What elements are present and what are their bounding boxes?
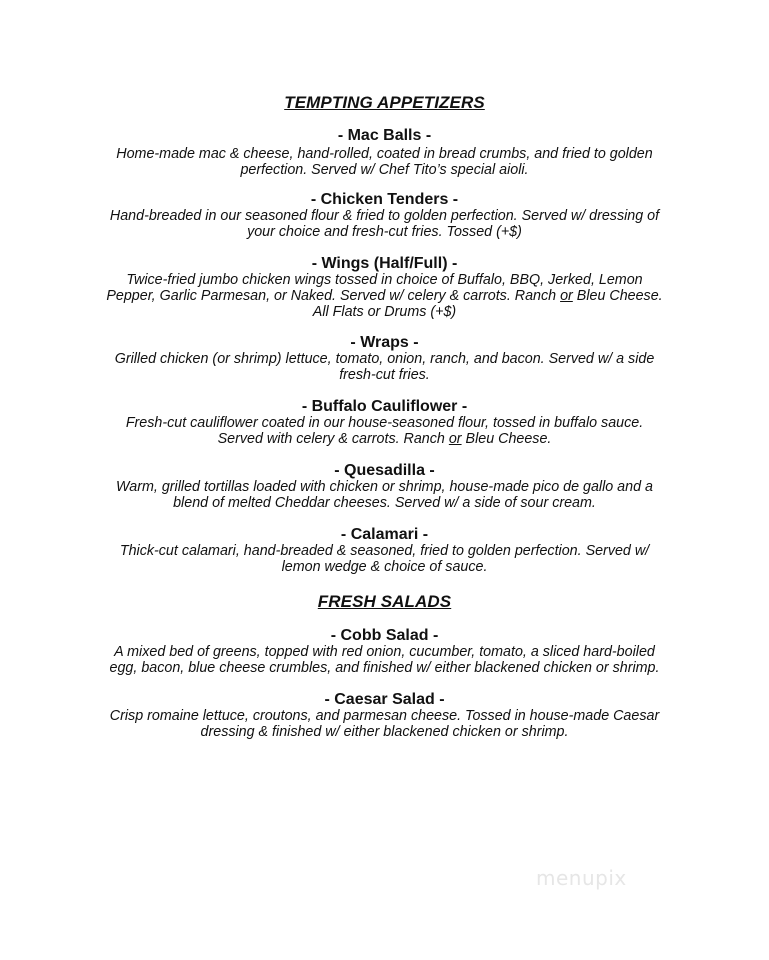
menupix-watermark: menupix bbox=[536, 866, 627, 890]
desc-line: All Flats or Drums (+$) bbox=[312, 304, 457, 320]
desc-line: perfection. Served w/ Chef Tito’s special aioli. bbox=[240, 162, 529, 178]
item-desc-wraps bbox=[84, 351, 685, 383]
desc-text: Bleu Cheese. bbox=[576, 288, 663, 304]
desc-line: Thick-cut calamari, hand-breaded & seasoned, fried to golden perfection. Served w/ bbox=[119, 543, 650, 559]
desc-line bbox=[84, 288, 685, 304]
item-name-wraps: - Wraps - bbox=[350, 334, 419, 351]
desc-line: Grilled chicken (or shrimp) lettuce, tomato, onion, ranch, and bacon. Served w/ a side bbox=[114, 351, 655, 367]
desc-text: Bleu Cheese. bbox=[465, 431, 552, 447]
desc-line: Home-made mac & cheese, hand-rolled, coated in bread crumbs, and fried to golden bbox=[116, 146, 653, 162]
desc-line: Warm, grilled tortillas loaded with chicken or shrimp, house-made pico de gallo and a bbox=[116, 479, 653, 495]
item-name-mac-balls: - Mac Balls - bbox=[337, 127, 432, 144]
desc-underlined-or: or bbox=[560, 288, 573, 304]
item-desc-quesadilla bbox=[84, 479, 685, 511]
section-title-salads: FRESH SALADS bbox=[317, 592, 452, 611]
desc-line: dressing & finished w/ either blackened chicken or shrimp. bbox=[200, 724, 569, 740]
item-name-caesar-salad: - Caesar Salad - bbox=[324, 691, 445, 708]
desc-line: lemon wedge & choice of sauce. bbox=[281, 559, 488, 575]
item-desc-caesar-salad bbox=[84, 708, 685, 740]
item-desc-calamari bbox=[84, 543, 685, 575]
desc-line: Twice-fried jumbo chicken wings tossed in choice of Buffalo, BBQ, Jerked, Lemon bbox=[126, 272, 643, 288]
desc-line: blend of melted Cheddar cheeses. Served w/ a side of sour cream. bbox=[173, 495, 596, 511]
item-name-buffalo-cauliflower: - Buffalo Cauliflower - bbox=[301, 398, 468, 415]
desc-line: egg, bacon, blue cheese crumbles, and finished w/ either blackened chicken or shrimp. bbox=[109, 660, 660, 676]
desc-line: Crisp romaine lettuce, croutons, and parmesan cheese. Tossed in house-made Caesar bbox=[109, 708, 660, 724]
section-title-appetizers: TEMPTING APPETIZERS bbox=[284, 93, 485, 112]
desc-line: A mixed bed of greens, topped with red onion, cucumber, tomato, a sliced hard-boiled bbox=[114, 644, 655, 660]
item-desc-buffalo-cauliflower bbox=[84, 415, 685, 447]
item-desc-wings bbox=[84, 272, 685, 320]
desc-text: Served with celery & carrots. Ranch bbox=[217, 431, 445, 447]
item-name-cobb-salad: - Cobb Salad - bbox=[330, 627, 439, 644]
item-desc-cobb-salad bbox=[84, 644, 685, 676]
desc-line: Fresh-cut cauliflower coated in our house-seasoned flour, tossed in buffalo sauce. bbox=[125, 415, 644, 431]
desc-text: Pepper, Garlic Parmesan, or Naked. Served w/ celery & carrots. Ranch bbox=[106, 288, 557, 304]
item-name-wings: - Wings (Half/Full) - bbox=[311, 255, 458, 272]
desc-line: fresh-cut fries. bbox=[339, 367, 430, 383]
item-desc-mac-balls bbox=[84, 146, 685, 178]
desc-line bbox=[84, 431, 685, 447]
item-name-quesadilla: - Quesadilla - bbox=[334, 462, 435, 479]
item-name-chicken-tenders: - Chicken Tenders - bbox=[310, 191, 459, 208]
item-name-calamari: - Calamari - bbox=[340, 526, 429, 543]
desc-underlined-or: or bbox=[448, 431, 462, 447]
item-desc-chicken-tenders bbox=[84, 208, 685, 240]
desc-line: Hand-breaded in our seasoned flour & fried to golden perfection. Served w/ dressing of bbox=[109, 208, 660, 224]
desc-line: your choice and fresh-cut fries. Tossed (+$) bbox=[247, 224, 522, 240]
